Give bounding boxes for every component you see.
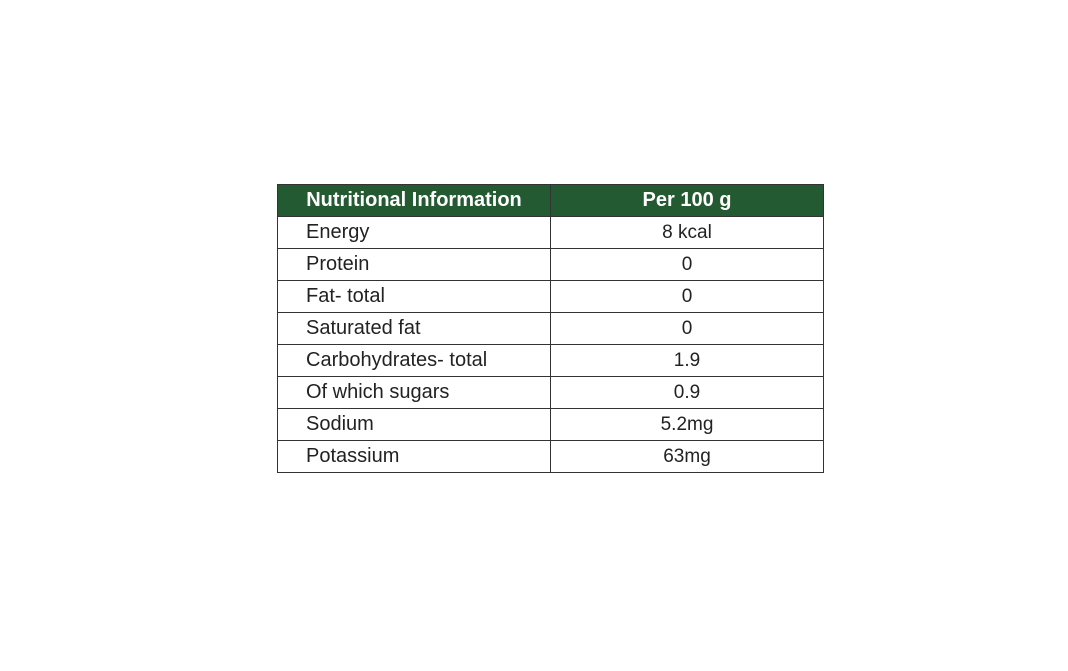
table-row (278, 345, 824, 377)
table-row (278, 313, 824, 345)
row-label-carbohydrates-total: Carbohydrates- total (278, 345, 551, 377)
table-header-row (278, 185, 824, 217)
row-value-carbohydrates-total: 1.9 (551, 345, 824, 377)
header-nutritional-information: Nutritional Information (278, 185, 551, 217)
table-row (278, 249, 824, 281)
table-body (278, 217, 824, 473)
table-row (278, 409, 824, 441)
nutrition-table (277, 184, 824, 473)
table-row (278, 441, 824, 473)
row-label-sugars: Of which sugars (278, 377, 551, 409)
table-row (278, 377, 824, 409)
header-per-100g: Per 100 g (551, 185, 824, 217)
table-row (278, 281, 824, 313)
row-label-sodium: Sodium (278, 409, 551, 441)
row-value-energy: 8 kcal (551, 217, 824, 249)
row-value-saturated-fat: 0 (551, 313, 824, 345)
row-label-saturated-fat: Saturated fat (278, 313, 551, 345)
row-value-sugars: 0.9 (551, 377, 824, 409)
table-header (278, 185, 824, 217)
row-value-potassium: 63mg (551, 441, 824, 473)
table-row (278, 217, 824, 249)
row-label-fat-total: Fat- total (278, 281, 551, 313)
row-value-fat-total: 0 (551, 281, 824, 313)
row-value-protein: 0 (551, 249, 824, 281)
row-value-sodium: 5.2mg (551, 409, 824, 441)
row-label-energy: Energy (278, 217, 551, 249)
row-label-protein: Protein (278, 249, 551, 281)
row-label-potassium: Potassium (278, 441, 551, 473)
